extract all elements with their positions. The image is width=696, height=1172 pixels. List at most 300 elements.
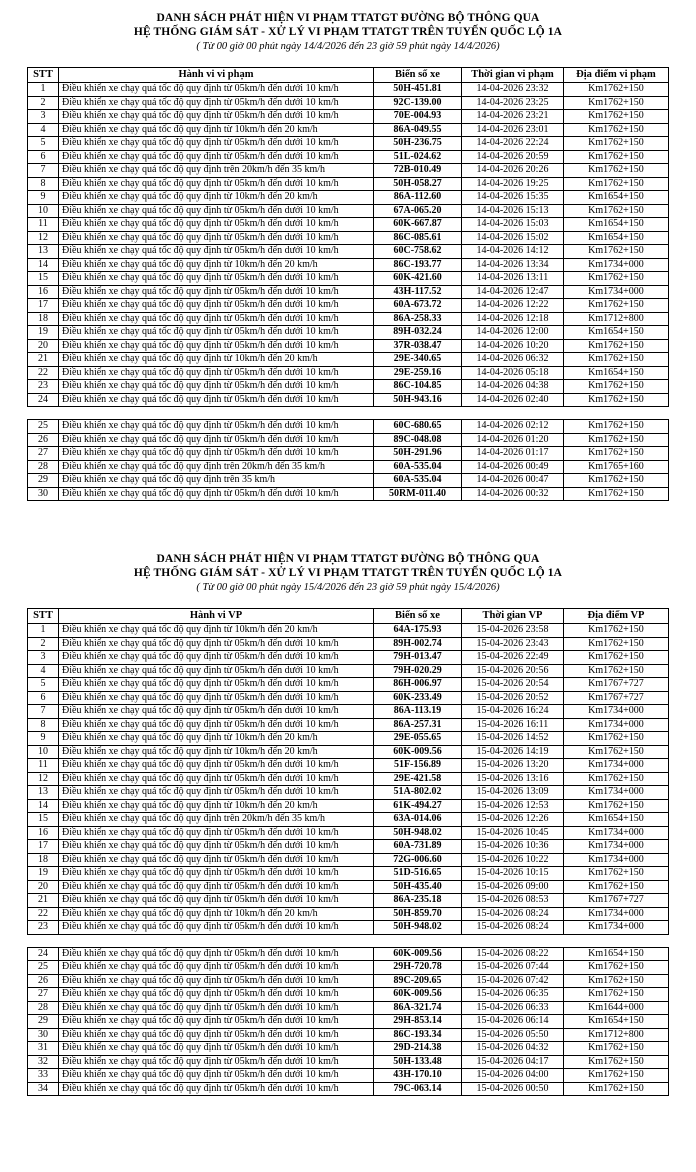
cell-location: Km1654+150 — [564, 1015, 669, 1029]
cell-stt: 23 — [28, 380, 59, 394]
cell-location: Km1762+150 — [564, 961, 669, 975]
cell-violation: Điều khiển xe chạy quá tốc độ quy định từ 05km/h đến dưới 10 km/h — [59, 285, 374, 299]
cell-stt: 33 — [28, 1069, 59, 1083]
table-row — [28, 83, 669, 97]
cell-time: 14-04-2026 20:26 — [462, 164, 564, 178]
cell-stt: 5 — [28, 678, 59, 692]
table-row — [28, 96, 669, 110]
table-row — [28, 299, 669, 313]
cell-stt: 22 — [28, 366, 59, 380]
cell-time: 15-04-2026 10:22 — [462, 853, 564, 867]
section-title-block — [0, 553, 696, 594]
table-row — [28, 772, 669, 786]
column-header: Hành vi VP — [59, 609, 374, 624]
cell-stt: 12 — [28, 231, 59, 245]
cell-location: Km1762+150 — [564, 1069, 669, 1083]
cell-stt: 17 — [28, 299, 59, 313]
cell-time: 15-04-2026 05:50 — [462, 1028, 564, 1042]
cell-plate: 86A-258.33 — [374, 312, 462, 326]
cell-plate: 79C-063.14 — [374, 1082, 462, 1096]
cell-time: 15-04-2026 23:43 — [462, 637, 564, 651]
cell-violation: Điều khiển xe chạy quá tốc độ quy định từ 05km/h đến dưới 10 km/h — [59, 204, 374, 218]
table-row — [28, 204, 669, 218]
document-title-line-1: DANH SÁCH PHÁT HIỆN VI PHẠM TTATGT ĐƯỜNG BỘ THÔNG QUA — [156, 12, 540, 24]
cell-stt: 29 — [28, 474, 59, 488]
cell-stt: 14 — [28, 258, 59, 272]
cell-plate: 50H-133.48 — [374, 1055, 462, 1069]
cell-time: 14-04-2026 15:02 — [462, 231, 564, 245]
cell-violation: Điều khiển xe chạy quá tốc độ quy định trên 20km/h đến 35 km/h — [59, 164, 374, 178]
cell-stt: 18 — [28, 312, 59, 326]
cell-time: 14-04-2026 01:17 — [462, 447, 564, 461]
table-row — [28, 907, 669, 921]
cell-plate: 50H-859.70 — [374, 907, 462, 921]
cell-violation: Điều khiển xe chạy quá tốc độ quy định từ 05km/h đến dưới 10 km/h — [59, 961, 374, 975]
cell-location: Km1762+150 — [564, 123, 669, 137]
cell-time: 15-04-2026 06:35 — [462, 988, 564, 1002]
table-row — [28, 813, 669, 827]
cell-stt: 30 — [28, 487, 59, 501]
table-row — [28, 1055, 669, 1069]
cell-violation: Điều khiển xe chạy quá tốc độ quy định từ 05km/h đến dưới 10 km/h — [59, 826, 374, 840]
cell-location: Km1734+000 — [564, 705, 669, 719]
table-row — [28, 759, 669, 773]
cell-violation: Điều khiển xe chạy quá tốc độ quy định từ 05km/h đến dưới 10 km/h — [59, 137, 374, 151]
cell-violation: Điều khiển xe chạy quá tốc độ quy định từ 10km/h đến 20 km/h — [59, 745, 374, 759]
cell-violation: Điều khiển xe chạy quá tốc độ quy định từ 05km/h đến dưới 10 km/h — [59, 1042, 374, 1056]
cell-stt: 16 — [28, 285, 59, 299]
table-row — [28, 1015, 669, 1029]
violation-list-section-15-04 — [0, 513, 696, 1096]
violations-table-block — [27, 608, 669, 935]
cell-location: Km1654+150 — [564, 326, 669, 340]
cell-plate: 86A-321.74 — [374, 1001, 462, 1015]
cell-location: Km1765+160 — [564, 460, 669, 474]
cell-plate: 60C-680.65 — [374, 420, 462, 434]
violations-tables — [0, 67, 696, 501]
cell-time: 14-04-2026 23:21 — [462, 110, 564, 124]
cell-violation: Điều khiển xe chạy quá tốc độ quy định từ 10km/h đến 20 km/h — [59, 907, 374, 921]
table-row — [28, 678, 669, 692]
cell-time: 14-04-2026 00:49 — [462, 460, 564, 474]
cell-location: Km1762+150 — [564, 799, 669, 813]
cell-plate: 60K-233.49 — [374, 691, 462, 705]
cell-location: Km1762+150 — [564, 150, 669, 164]
cell-time: 15-04-2026 16:11 — [462, 718, 564, 732]
table-row — [28, 637, 669, 651]
cell-violation: Điều khiển xe chạy quá tốc độ quy định từ 05km/h đến dưới 10 km/h — [59, 759, 374, 773]
cell-location: Km1762+150 — [564, 974, 669, 988]
cell-location: Km1762+150 — [564, 732, 669, 746]
cell-plate: 60A-731.89 — [374, 840, 462, 854]
cell-violation: Điều khiển xe chạy quá tốc độ quy định từ 05km/h đến dưới 10 km/h — [59, 272, 374, 286]
cell-stt: 8 — [28, 177, 59, 191]
cell-violation: Điều khiển xe chạy quá tốc độ quy định từ 05km/h đến dưới 10 km/h — [59, 1028, 374, 1042]
cell-plate: 89C-048.08 — [374, 433, 462, 447]
cell-time: 14-04-2026 23:01 — [462, 123, 564, 137]
cell-plate: 72B-010.49 — [374, 164, 462, 178]
cell-time: 14-04-2026 12:47 — [462, 285, 564, 299]
cell-stt: 28 — [28, 460, 59, 474]
cell-violation: Điều khiển xe chạy quá tốc độ quy định từ 10km/h đến 20 km/h — [59, 191, 374, 205]
cell-plate: 51L-024.62 — [374, 150, 462, 164]
cell-time: 15-04-2026 16:24 — [462, 705, 564, 719]
cell-time: 15-04-2026 13:20 — [462, 759, 564, 773]
cell-time: 14-04-2026 06:32 — [462, 353, 564, 367]
violation-list-section-14-04 — [0, 0, 696, 501]
table-row — [28, 150, 669, 164]
cell-violation: Điều khiển xe chạy quá tốc độ quy định từ 05km/h đến dưới 10 km/h — [59, 393, 374, 407]
cell-stt: 26 — [28, 433, 59, 447]
cell-stt: 24 — [28, 393, 59, 407]
cell-location: Km1654+150 — [564, 231, 669, 245]
cell-plate: 60K-421.60 — [374, 272, 462, 286]
table-row — [28, 786, 669, 800]
cell-stt: 24 — [28, 947, 59, 961]
cell-time: 14-04-2026 13:34 — [462, 258, 564, 272]
table-row — [28, 110, 669, 124]
cell-location: Km1734+000 — [564, 921, 669, 935]
table-row — [28, 664, 669, 678]
cell-violation: Điều khiển xe chạy quá tốc độ quy định từ 05km/h đến dưới 10 km/h — [59, 420, 374, 434]
cell-stt: 21 — [28, 353, 59, 367]
cell-violation: Điều khiển xe chạy quá tốc độ quy định từ 05km/h đến dưới 10 km/h — [59, 177, 374, 191]
cell-location: Km1762+150 — [564, 177, 669, 191]
cell-location: Km1767+727 — [564, 678, 669, 692]
cell-stt: 15 — [28, 813, 59, 827]
cell-violation: Điều khiển xe chạy quá tốc độ quy định từ 10km/h đến 20 km/h — [59, 123, 374, 137]
cell-location: Km1712+800 — [564, 312, 669, 326]
cell-stt: 18 — [28, 853, 59, 867]
cell-time: 15-04-2026 10:36 — [462, 840, 564, 854]
table-row — [28, 272, 669, 286]
cell-plate: 86C-085.61 — [374, 231, 462, 245]
cell-time: 15-04-2026 13:16 — [462, 772, 564, 786]
cell-violation: Điều khiển xe chạy quá tốc độ quy định từ 05km/h đến dưới 10 km/h — [59, 691, 374, 705]
cell-plate: 50H-435.40 — [374, 880, 462, 894]
cell-stt: 19 — [28, 326, 59, 340]
cell-plate: 86A-049.55 — [374, 123, 462, 137]
table-row — [28, 1001, 669, 1015]
cell-violation: Điều khiển xe chạy quá tốc độ quy định từ 05km/h đến dưới 10 km/h — [59, 664, 374, 678]
cell-time: 15-04-2026 08:24 — [462, 921, 564, 935]
cell-stt: 21 — [28, 894, 59, 908]
column-header: Thời gian vi phạm — [462, 68, 564, 83]
cell-violation: Điều khiển xe chạy quá tốc độ quy định từ 05km/h đến dưới 10 km/h — [59, 947, 374, 961]
table-row — [28, 164, 669, 178]
table-row — [28, 380, 669, 394]
cell-stt: 23 — [28, 921, 59, 935]
violations-table-block — [27, 67, 669, 407]
cell-time: 14-04-2026 14:12 — [462, 245, 564, 259]
cell-location: Km1762+150 — [564, 487, 669, 501]
cell-plate: 50H-451.81 — [374, 83, 462, 97]
cell-violation: Điều khiển xe chạy quá tốc độ quy định từ 05km/h đến dưới 10 km/h — [59, 974, 374, 988]
cell-plate: 29E-055.65 — [374, 732, 462, 746]
cell-violation: Điều khiển xe chạy quá tốc độ quy định từ 05km/h đến dưới 10 km/h — [59, 1015, 374, 1029]
violations-table-block — [27, 419, 669, 501]
cell-location: Km1734+000 — [564, 759, 669, 773]
table-row — [28, 826, 669, 840]
table-row — [28, 705, 669, 719]
cell-violation: Điều khiển xe chạy quá tốc độ quy định từ 05km/h đến dưới 10 km/h — [59, 705, 374, 719]
table-row — [28, 339, 669, 353]
column-header: STT — [28, 68, 59, 83]
cell-plate: 50H-948.02 — [374, 826, 462, 840]
cell-location: Km1734+000 — [564, 285, 669, 299]
table-row — [28, 447, 669, 461]
cell-plate: 50RM-011.40 — [374, 487, 462, 501]
table-header-row — [28, 68, 669, 83]
cell-stt: 1 — [28, 83, 59, 97]
table-row — [28, 353, 669, 367]
cell-location: Km1734+000 — [564, 907, 669, 921]
cell-time: 14-04-2026 02:40 — [462, 393, 564, 407]
table-row — [28, 947, 669, 961]
cell-violation: Điều khiển xe chạy quá tốc độ quy định từ 05km/h đến dưới 10 km/h — [59, 433, 374, 447]
cell-violation: Điều khiển xe chạy quá tốc độ quy định từ 05km/h đến dưới 10 km/h — [59, 786, 374, 800]
table-row — [28, 123, 669, 137]
cell-plate: 92C-139.00 — [374, 96, 462, 110]
cell-time: 15-04-2026 20:56 — [462, 664, 564, 678]
cell-plate: 29H-720.78 — [374, 961, 462, 975]
cell-plate: 51F-156.89 — [374, 759, 462, 773]
cell-violation: Điều khiển xe chạy quá tốc độ quy định từ 05km/h đến dưới 10 km/h — [59, 840, 374, 854]
cell-location: Km1762+150 — [564, 137, 669, 151]
cell-location: Km1762+150 — [564, 474, 669, 488]
cell-plate: 50H-236.75 — [374, 137, 462, 151]
cell-time: 14-04-2026 23:25 — [462, 96, 564, 110]
cell-time: 14-04-2026 22:24 — [462, 137, 564, 151]
cell-location: Km1762+150 — [564, 637, 669, 651]
cell-stt: 20 — [28, 880, 59, 894]
cell-location: Km1762+150 — [564, 380, 669, 394]
cell-violation: Điều khiển xe chạy quá tốc độ quy định từ 10km/h đến 20 km/h — [59, 624, 374, 638]
table-row — [28, 853, 669, 867]
cell-stt: 9 — [28, 732, 59, 746]
cell-violation: Điều khiển xe chạy quá tốc độ quy định từ 05km/h đến dưới 10 km/h — [59, 1055, 374, 1069]
cell-location: Km1762+150 — [564, 433, 669, 447]
column-header: Địa điểm vi phạm — [564, 68, 669, 83]
cell-stt: 15 — [28, 272, 59, 286]
cell-stt: 29 — [28, 1015, 59, 1029]
cell-plate: 72G-006.60 — [374, 853, 462, 867]
cell-violation: Điều khiển xe chạy quá tốc độ quy định từ 05km/h đến dưới 10 km/h — [59, 1069, 374, 1083]
cell-time: 15-04-2026 10:15 — [462, 867, 564, 881]
cell-time: 14-04-2026 19:25 — [462, 177, 564, 191]
violations-tables — [0, 608, 696, 1096]
cell-violation: Điều khiển xe chạy quá tốc độ quy định từ 05km/h đến dưới 10 km/h — [59, 637, 374, 651]
cell-violation: Điều khiển xe chạy quá tốc độ quy định từ 05km/h đến dưới 10 km/h — [59, 380, 374, 394]
cell-plate: 51D-516.65 — [374, 867, 462, 881]
cell-time: 15-04-2026 20:52 — [462, 691, 564, 705]
cell-stt: 20 — [28, 339, 59, 353]
cell-stt: 2 — [28, 637, 59, 651]
cell-location: Km1762+150 — [564, 204, 669, 218]
cell-violation: Điều khiển xe chạy quá tốc độ quy định từ 05km/h đến dưới 10 km/h — [59, 231, 374, 245]
table-row — [28, 799, 669, 813]
table-row — [28, 258, 669, 272]
table-row — [28, 433, 669, 447]
cell-plate: 60K-667.87 — [374, 218, 462, 232]
cell-stt: 9 — [28, 191, 59, 205]
cell-plate: 37R-038.47 — [374, 339, 462, 353]
cell-location: Km1762+150 — [564, 772, 669, 786]
cell-location: Km1654+150 — [564, 218, 669, 232]
cell-location: Km1762+150 — [564, 339, 669, 353]
cell-stt: 5 — [28, 137, 59, 151]
cell-location: Km1762+150 — [564, 447, 669, 461]
cell-time: 15-04-2026 23:58 — [462, 624, 564, 638]
table-row — [28, 732, 669, 746]
cell-violation: Điều khiển xe chạy quá tốc độ quy định từ 05km/h đến dưới 10 km/h — [59, 110, 374, 124]
cell-violation: Điều khiển xe chạy quá tốc độ quy định từ 05km/h đến dưới 10 km/h — [59, 1001, 374, 1015]
cell-time: 15-04-2026 14:52 — [462, 732, 564, 746]
cell-plate: 86A-113.19 — [374, 705, 462, 719]
cell-plate: 86A-112.60 — [374, 191, 462, 205]
table-row — [28, 961, 669, 975]
cell-location: Km1762+150 — [564, 245, 669, 259]
cell-stt: 32 — [28, 1055, 59, 1069]
cell-location: Km1767+727 — [564, 691, 669, 705]
cell-location: Km1734+000 — [564, 840, 669, 854]
cell-stt: 11 — [28, 218, 59, 232]
cell-stt: 4 — [28, 123, 59, 137]
cell-violation: Điều khiển xe chạy quá tốc độ quy định từ 05km/h đến dưới 10 km/h — [59, 880, 374, 894]
cell-plate: 79H-020.29 — [374, 664, 462, 678]
cell-violation: Điều khiển xe chạy quá tốc độ quy định từ 05km/h đến dưới 10 km/h — [59, 339, 374, 353]
cell-time: 14-04-2026 12:18 — [462, 312, 564, 326]
table-row — [28, 137, 669, 151]
cell-stt: 27 — [28, 988, 59, 1002]
cell-stt: 26 — [28, 974, 59, 988]
cell-plate: 29D-214.38 — [374, 1042, 462, 1056]
cell-location: Km1762+150 — [564, 651, 669, 665]
cell-plate: 43H-170.10 — [374, 1069, 462, 1083]
cell-stt: 13 — [28, 786, 59, 800]
cell-plate: 86C-193.34 — [374, 1028, 462, 1042]
cell-location: Km1734+000 — [564, 786, 669, 800]
cell-violation: Điều khiển xe chạy quá tốc độ quy định từ 05km/h đến dưới 10 km/h — [59, 718, 374, 732]
cell-location: Km1762+150 — [564, 988, 669, 1002]
table-row — [28, 191, 669, 205]
table-row — [28, 245, 669, 259]
cell-location: Km1734+000 — [564, 258, 669, 272]
table-row — [28, 624, 669, 638]
cell-violation: Điều khiển xe chạy quá tốc độ quy định từ 05km/h đến dưới 10 km/h — [59, 245, 374, 259]
cell-stt: 8 — [28, 718, 59, 732]
cell-time: 15-04-2026 08:22 — [462, 947, 564, 961]
cell-violation: Điều khiển xe chạy quá tốc độ quy định từ 05km/h đến dưới 10 km/h — [59, 312, 374, 326]
cell-plate: 29H-853.14 — [374, 1015, 462, 1029]
cell-violation: Điều khiển xe chạy quá tốc độ quy định từ 10km/h đến 20 km/h — [59, 732, 374, 746]
cell-time: 15-04-2026 07:42 — [462, 974, 564, 988]
cell-plate: 70E-004.93 — [374, 110, 462, 124]
cell-violation: Điều khiển xe chạy quá tốc độ quy định từ 05km/h đến dưới 10 km/h — [59, 921, 374, 935]
cell-plate: 86C-104.85 — [374, 380, 462, 394]
cell-plate: 60A-673.72 — [374, 299, 462, 313]
cell-violation: Điều khiển xe chạy quá tốc độ quy định từ 05km/h đến dưới 10 km/h — [59, 867, 374, 881]
table-row — [28, 420, 669, 434]
cell-time: 14-04-2026 15:13 — [462, 204, 564, 218]
cell-time: 15-04-2026 00:50 — [462, 1082, 564, 1096]
cell-plate: 50H-058.27 — [374, 177, 462, 191]
cell-violation: Điều khiển xe chạy quá tốc độ quy định từ 10km/h đến 20 km/h — [59, 799, 374, 813]
table-row — [28, 651, 669, 665]
table-row — [28, 231, 669, 245]
table-row — [28, 894, 669, 908]
cell-violation: Điều khiển xe chạy quá tốc độ quy định từ 05km/h đến dưới 10 km/h — [59, 853, 374, 867]
table-row — [28, 326, 669, 340]
cell-location: Km1762+150 — [564, 664, 669, 678]
cell-time: 15-04-2026 04:00 — [462, 1069, 564, 1083]
cell-plate: 61K-494.27 — [374, 799, 462, 813]
cell-plate: 50H-291.96 — [374, 447, 462, 461]
column-header: Địa điểm VP — [564, 609, 669, 624]
cell-time: 14-04-2026 13:11 — [462, 272, 564, 286]
cell-time: 15-04-2026 09:00 — [462, 880, 564, 894]
cell-location: Km1762+150 — [564, 110, 669, 124]
table-row — [28, 312, 669, 326]
cell-plate: 86A-235.18 — [374, 894, 462, 908]
violations-table-block — [27, 947, 669, 1097]
table-row — [28, 285, 669, 299]
cell-plate: 60A-535.04 — [374, 474, 462, 488]
cell-stt: 30 — [28, 1028, 59, 1042]
cell-plate: 64A-175.93 — [374, 624, 462, 638]
cell-plate: 29E-340.65 — [374, 353, 462, 367]
cell-violation: Điều khiển xe chạy quá tốc độ quy định từ 05km/h đến dưới 10 km/h — [59, 487, 374, 501]
cell-violation: Điều khiển xe chạy quá tốc độ quy định trên 20km/h đến 35 km/h — [59, 813, 374, 827]
cell-location: Km1654+150 — [564, 191, 669, 205]
cell-location: Km1734+000 — [564, 826, 669, 840]
cell-plate: 86C-193.77 — [374, 258, 462, 272]
cell-stt: 6 — [28, 150, 59, 164]
cell-time: 14-04-2026 12:00 — [462, 326, 564, 340]
cell-time: 15-04-2026 20:54 — [462, 678, 564, 692]
cell-time: 14-04-2026 00:47 — [462, 474, 564, 488]
cell-location: Km1767+727 — [564, 894, 669, 908]
table-row — [28, 745, 669, 759]
cell-plate: 50H-948.02 — [374, 921, 462, 935]
cell-stt: 4 — [28, 664, 59, 678]
cell-time: 14-04-2026 15:35 — [462, 191, 564, 205]
document-title-line-2: HỆ THỐNG GIÁM SÁT - XỬ LÝ VI PHẠM TTATGT TRÊN TUYẾN QUỐC LỘ 1A — [133, 566, 563, 579]
cell-time: 15-04-2026 13:09 — [462, 786, 564, 800]
cell-violation: Điều khiển xe chạy quá tốc độ quy định từ 05km/h đến dưới 10 km/h — [59, 299, 374, 313]
cell-violation: Điều khiển xe chạy quá tốc độ quy định từ 05km/h đến dưới 10 km/h — [59, 83, 374, 97]
table-row — [28, 1082, 669, 1096]
document-title-line-2: HỆ THỐNG GIÁM SÁT - XỬ LÝ VI PHẠM TTATGT TRÊN TUYẾN QUỐC LỘ 1A — [133, 25, 563, 38]
cell-plate: 60C-758.62 — [374, 245, 462, 259]
cell-stt: 2 — [28, 96, 59, 110]
cell-stt: 3 — [28, 110, 59, 124]
date-range-subtitle: ( Từ 00 giờ 00 phút ngày 14/4/2026 đến 23 giờ 59 phút ngày 14/4/2026) — [196, 41, 500, 52]
cell-plate: 29E-421.58 — [374, 772, 462, 786]
document-title-line-1: DANH SÁCH PHÁT HIỆN VI PHẠM TTATGT ĐƯỜNG BỘ THÔNG QUA — [156, 553, 540, 565]
cell-stt: 14 — [28, 799, 59, 813]
cell-stt: 6 — [28, 691, 59, 705]
cell-location: Km1762+150 — [564, 420, 669, 434]
cell-violation: Điều khiển xe chạy quá tốc độ quy định từ 05km/h đến dưới 10 km/h — [59, 651, 374, 665]
cell-plate: 60K-009.56 — [374, 988, 462, 1002]
cell-time: 15-04-2026 10:45 — [462, 826, 564, 840]
cell-time: 14-04-2026 10:20 — [462, 339, 564, 353]
cell-time: 15-04-2026 04:32 — [462, 1042, 564, 1056]
cell-plate: 51A-802.02 — [374, 786, 462, 800]
cell-time: 15-04-2026 08:24 — [462, 907, 564, 921]
cell-plate: 50H-943.16 — [374, 393, 462, 407]
